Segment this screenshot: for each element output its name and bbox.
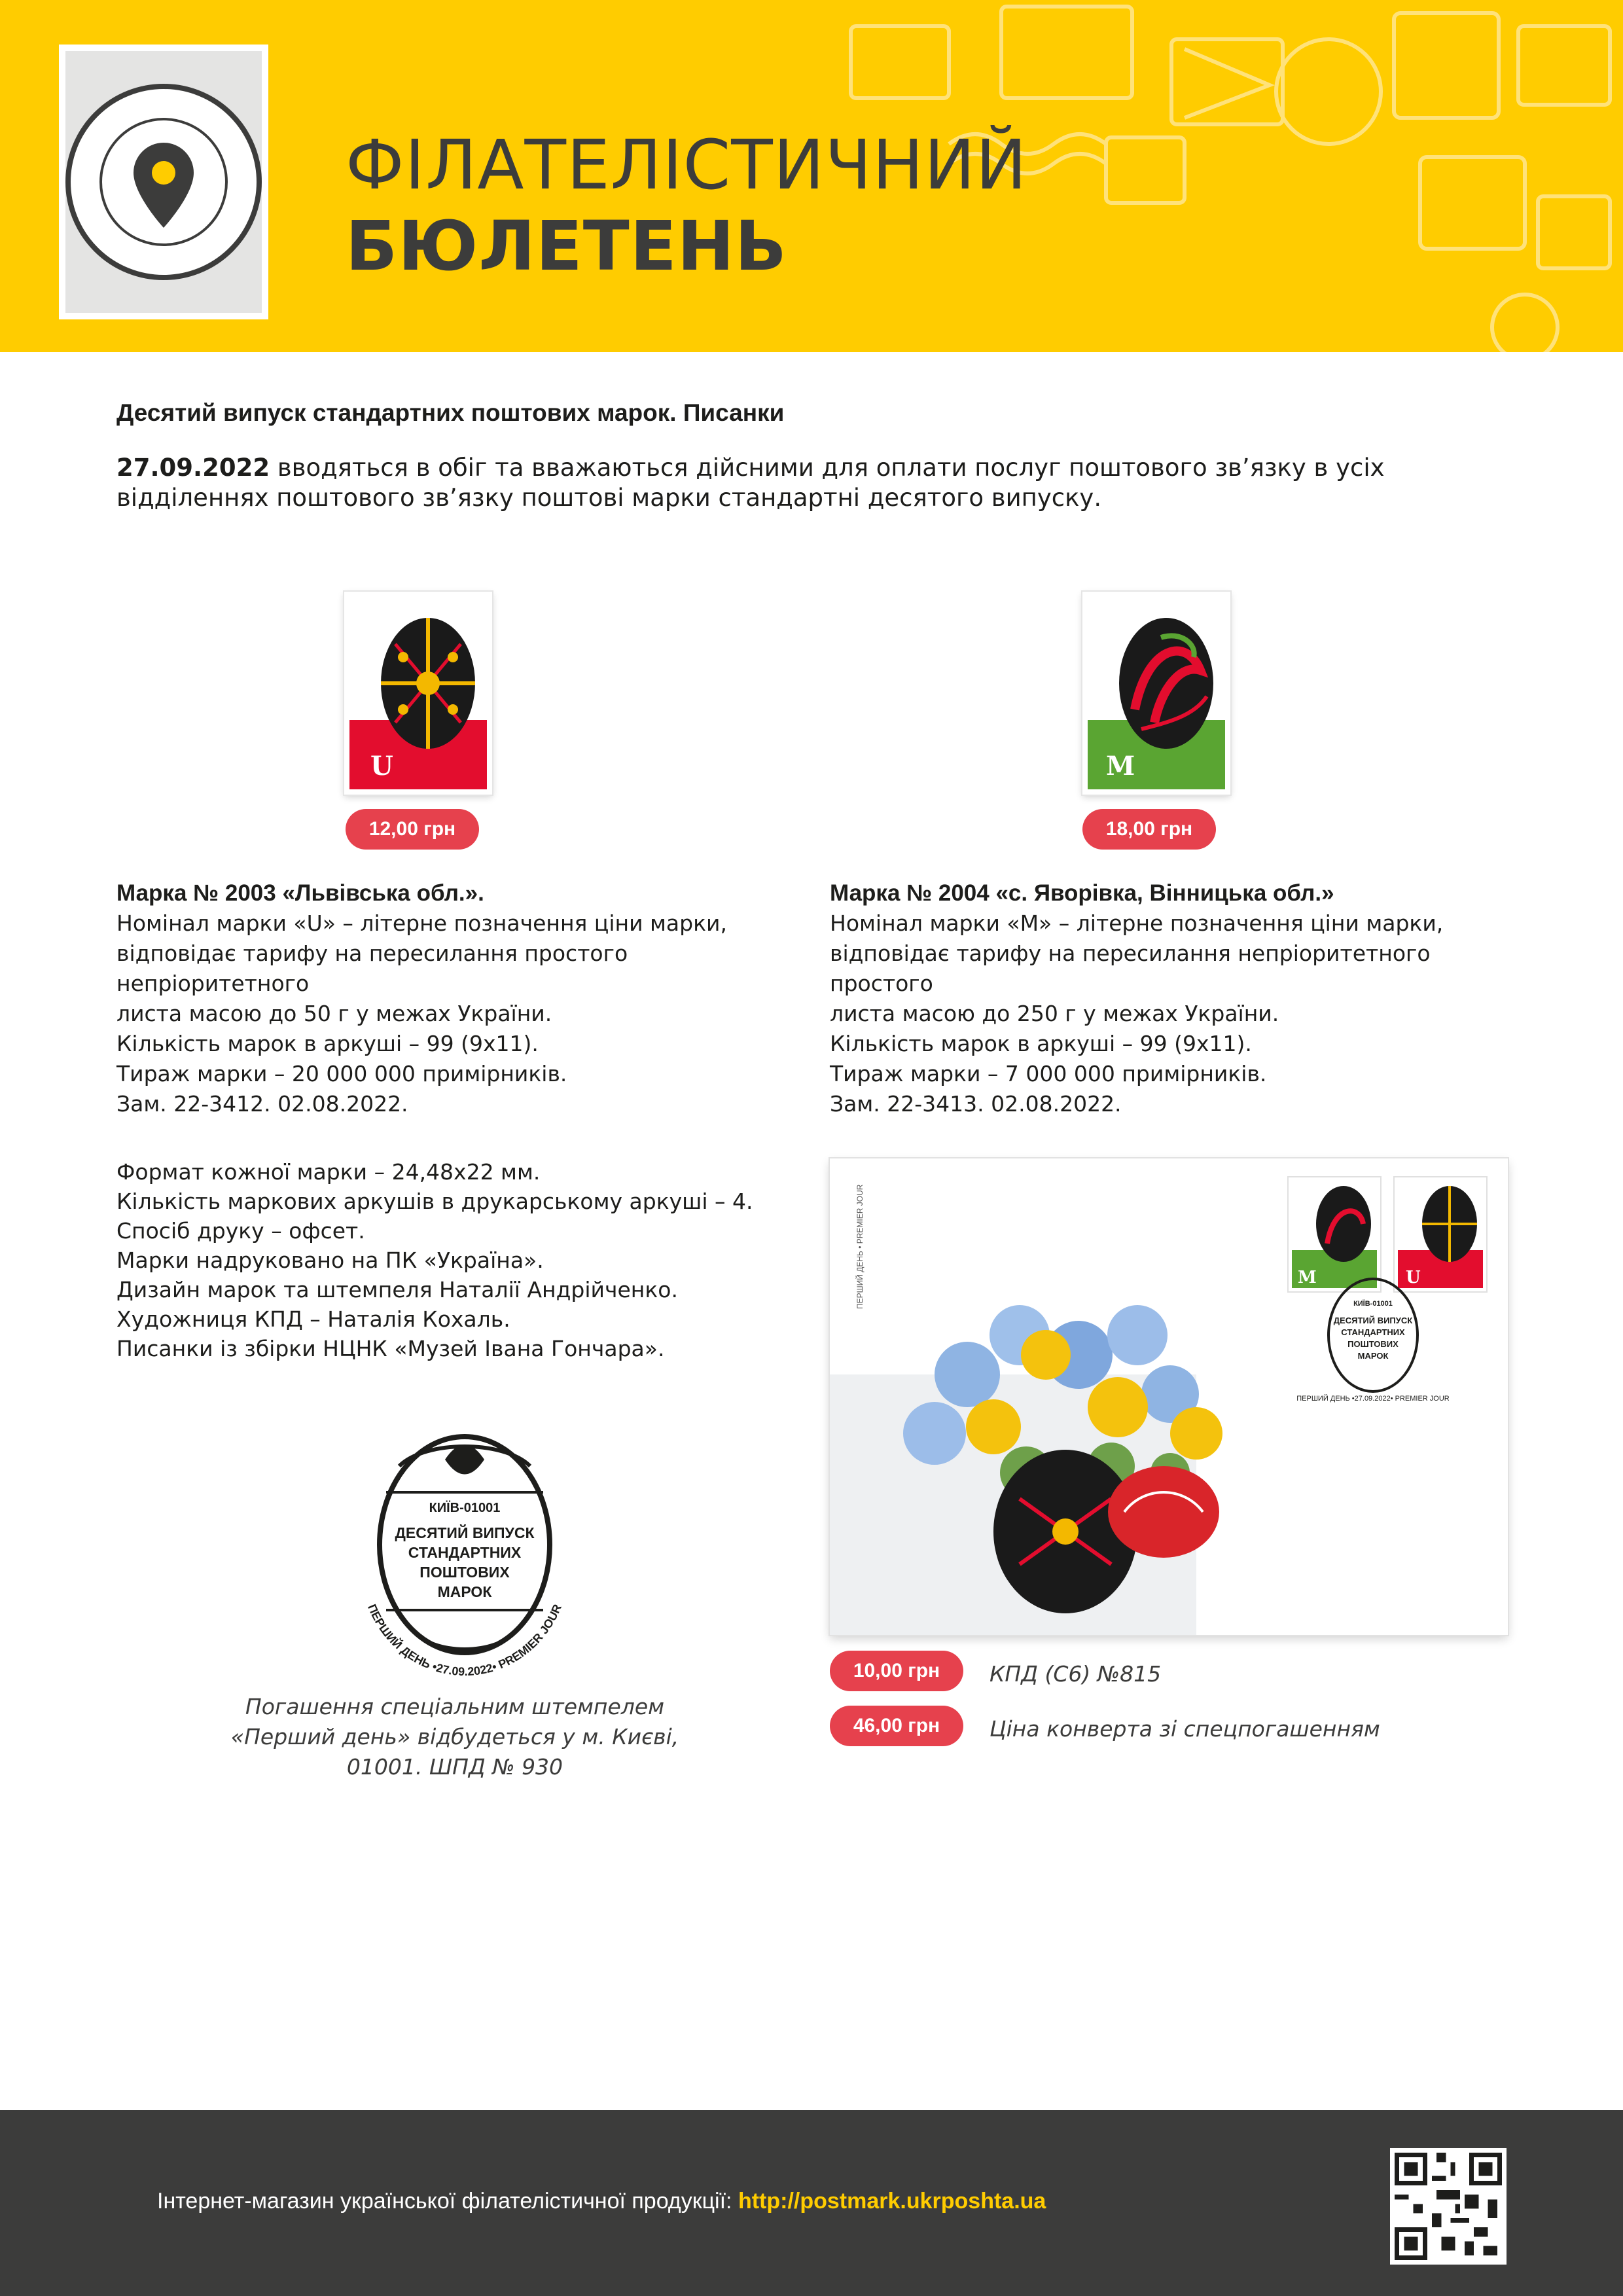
issue-intro xyxy=(116,453,1517,513)
intro-text: вводяться в обіг та вважаються дійсними для оплати послуг поштового зв’язку в усіх відділеннях поштового зв’язку поштові марки стандартні десятого випуску. xyxy=(116,454,1385,512)
qr-code[interactable] xyxy=(1390,2148,1507,2265)
footer-caption: Інтернет-магазин української філателістичної продукції: xyxy=(157,2189,738,2214)
shop-link[interactable]: http://postmark.ukrposhta.ua xyxy=(738,2189,1046,2214)
spec-line: Кількість маркових аркушів в друкарському аркуші – 4. xyxy=(116,1189,753,1214)
spec-line: Художниця КПД – Наталія Кохаль. xyxy=(116,1306,510,1332)
title-line-2: БЮЛЕТЕНЬ xyxy=(346,206,788,286)
stamp-2003-description xyxy=(116,878,810,1119)
stamp-2003-line: Номінал марки «U» – літерне позначення ціни марки, xyxy=(116,910,727,936)
issue-title: Десятий випуск стандартних поштових марок. Писанки xyxy=(116,399,785,426)
postmark-line: МАРОК xyxy=(437,1583,492,1600)
first-day-cover-artwork xyxy=(830,1158,1508,1635)
cancellation-note xyxy=(183,1692,726,1782)
cancel-note-line: Погашення спеціальним штемпелем xyxy=(245,1694,665,1719)
stamp-2003-line: Кількість марок в аркуші – 99 (9х11). xyxy=(116,1031,539,1056)
stamp-2004-line: Номінал марки «M» – літерне позначення ціни марки, xyxy=(830,910,1444,936)
header-banner xyxy=(0,0,1623,352)
stamp-2003-line: Тираж марки – 20 000 000 примірників. xyxy=(116,1061,567,1086)
stamp-2003-image xyxy=(344,592,492,795)
postmark-line: СТАНДАРТНИХ xyxy=(408,1544,522,1561)
cover-postmark-line: ДЕСЯТИЙ ВИПУСК xyxy=(1333,1316,1413,1325)
stamp-2004-line: листа масою до 250 г у межах України. xyxy=(830,1001,1279,1026)
cover-postmark-line: ПОШТОВИХ xyxy=(1347,1339,1399,1349)
postmark-line: ДЕСЯТИЙ ВИПУСК xyxy=(395,1524,535,1541)
stamp-2004-title: Марка № 2004 «с. Яворівка, Вінницька обл.» xyxy=(830,880,1334,906)
intro-date: 27.09.2022 xyxy=(116,454,270,482)
stamp-2004-line: Кількість марок в аркуші – 99 (9х11). xyxy=(830,1031,1252,1056)
stamp-2003-line: відповідає тарифу на пересилання простого непріоритетного xyxy=(116,941,628,996)
fdc-label: КПД (С6) №815 xyxy=(990,1661,1162,1687)
cancel-note-line: «Перший день» відбудеться у м. Києві, xyxy=(230,1724,679,1749)
first-day-cover xyxy=(830,1158,1508,1635)
spec-line: Спосіб друку – офсет. xyxy=(116,1218,365,1244)
cover-postmark-city: КИЇВ-01001 xyxy=(1353,1300,1393,1308)
fdc-price: 10,00 грн xyxy=(830,1651,963,1691)
postmark-line: ПОШТОВИХ xyxy=(419,1564,510,1581)
footer-text xyxy=(157,2189,1046,2214)
svg-text:M: M xyxy=(1106,751,1135,781)
fdc-cancel-price: 46,00 грн xyxy=(830,1706,963,1746)
cancel-note-line: 01001. ШПД № 930 xyxy=(346,1754,563,1780)
postmark-arc-text: ПЕРШИЙ ДЕНЬ •27.09.2022• PREMIER JOUR xyxy=(365,1602,564,1679)
stamp-2004-image xyxy=(1082,592,1230,795)
stamp-2004-line: Тираж марки – 7 000 000 примірників. xyxy=(830,1061,1267,1086)
stamp-2003-line: листа масою до 50 г у межах України. xyxy=(116,1001,552,1026)
fdc-cancel-label: Ціна конверта зі спецпогашенням xyxy=(990,1716,1380,1742)
fdc-side-text: ПЕРШИЙ ДЕНЬ • PREMIER JOUR xyxy=(855,1184,865,1309)
postage-stamps-logo xyxy=(59,45,268,319)
stamp-2003-price: 12,00 грн xyxy=(346,809,479,850)
spec-line: Марки надруковано на ПК «Україна». xyxy=(116,1247,544,1273)
stamp-2004-description xyxy=(830,878,1524,1119)
svg-text:M: M xyxy=(1298,1268,1317,1287)
spec-line: Писанки із збірки НЦНК «Музей Івана Гончара». xyxy=(116,1336,665,1361)
cover-postmark-line: СТАНДАРТНИХ xyxy=(1341,1327,1405,1337)
technical-specs xyxy=(116,1157,753,1363)
title-line-1: ФІЛАТЕЛІСТИЧНИЙ xyxy=(346,125,1027,205)
svg-text:U: U xyxy=(1406,1268,1421,1287)
first-day-postmark xyxy=(334,1414,596,1689)
stamp-2003-title: Марка № 2003 «Львівська обл.». xyxy=(116,880,484,906)
bulletin-title xyxy=(346,124,1027,287)
stamp-2004-line: Зам. 22-3413. 02.08.2022. xyxy=(830,1091,1122,1117)
stamp-2004-price: 18,00 грн xyxy=(1082,809,1216,850)
stamp-2003-line: Зам. 22-3412. 02.08.2022. xyxy=(116,1091,408,1117)
svg-text:U: U xyxy=(370,751,393,781)
spec-line: Формат кожної марки – 24,48х22 мм. xyxy=(116,1159,541,1185)
spec-line: Дизайн марок та штемпеля Наталії Андрійченко. xyxy=(116,1277,678,1302)
stamp-2004-line: відповідає тарифу на пересилання непріоритетного простого xyxy=(830,941,1431,996)
cover-postmark-arc: ПЕРШИЙ ДЕНЬ •27.09.2022• PREMIER JOUR xyxy=(1296,1395,1450,1403)
footer xyxy=(0,2110,1623,2296)
postmark-city: КИЇВ-01001 xyxy=(429,1501,501,1515)
cover-postmark-line: МАРОК xyxy=(1357,1351,1389,1361)
